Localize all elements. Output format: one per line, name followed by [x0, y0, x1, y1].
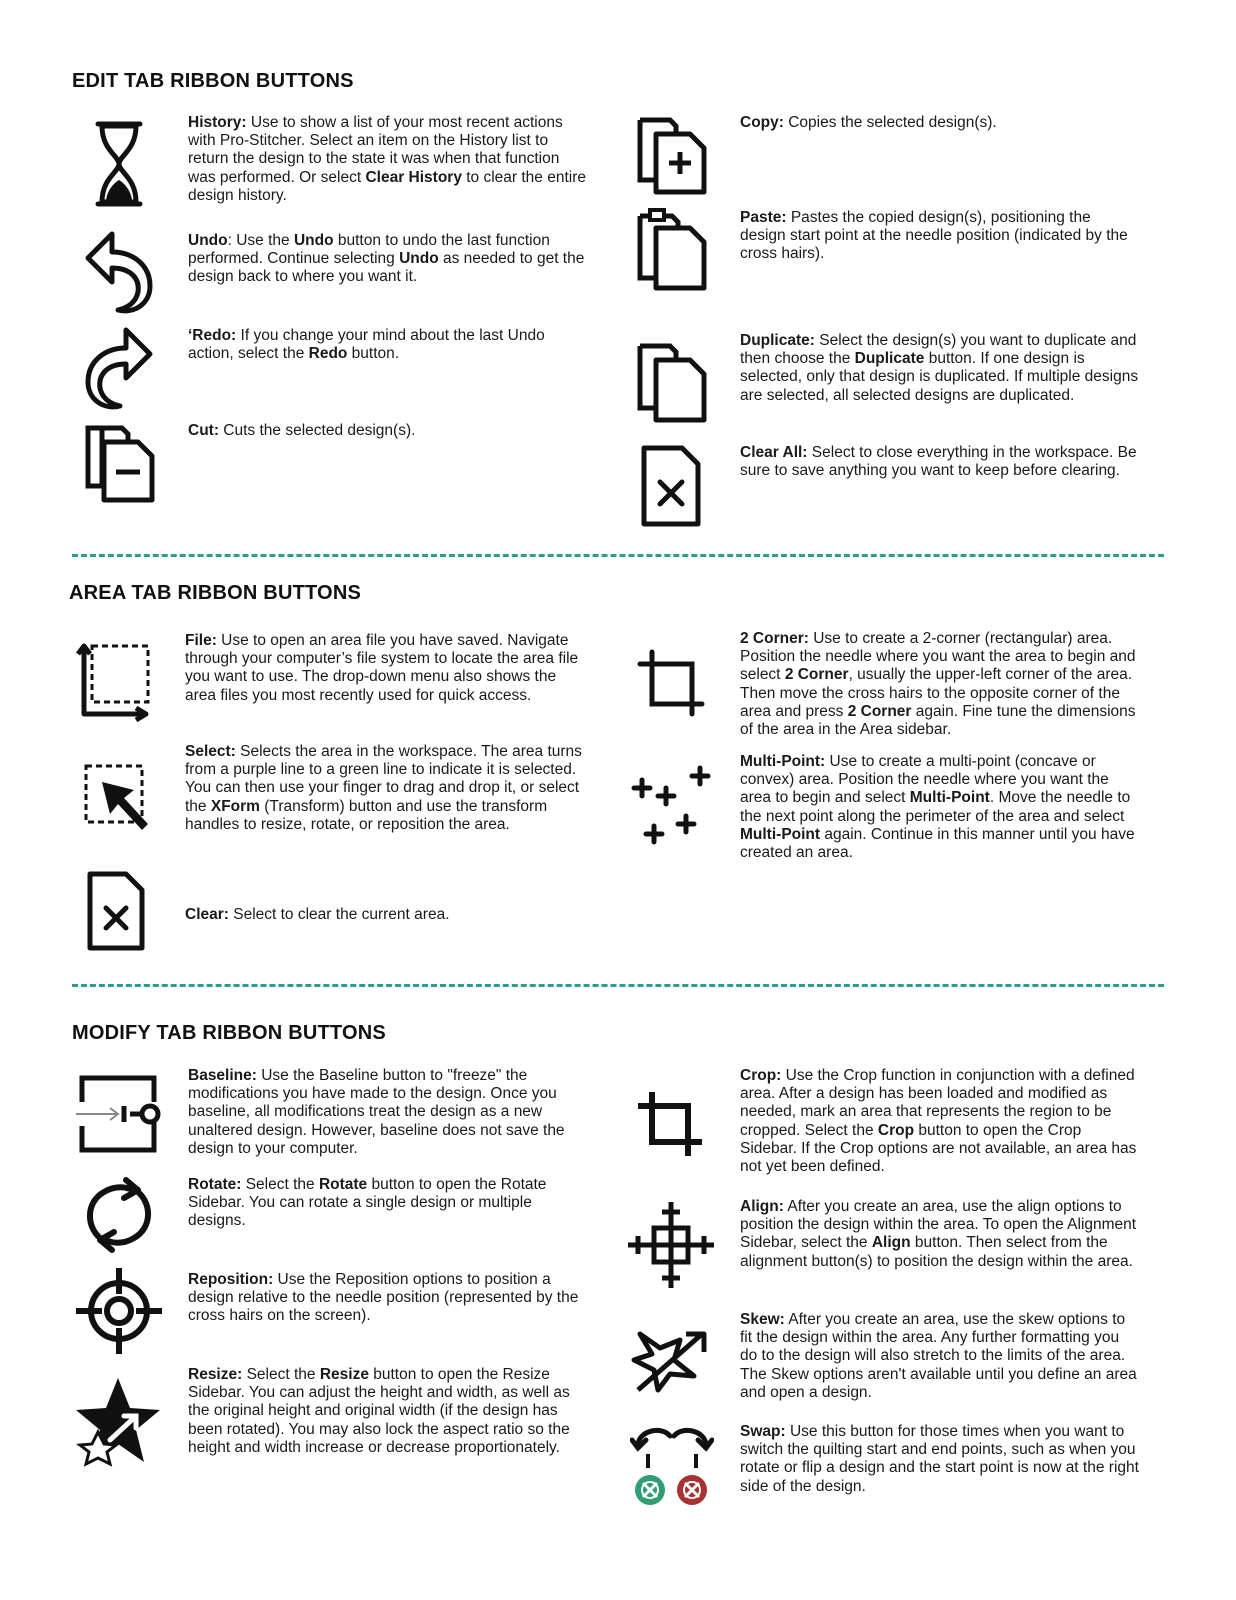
- edit-section-title: EDIT TAB RIBBON BUTTONS: [72, 70, 354, 92]
- rotate-description: Rotate: Select the Rotate button to open the Rotate Sidebar. You can rotate a single design or multiple designs.: [188, 1176, 547, 1230]
- clear-all-description: Clear All: Select to close everything in the workspace. Be sure to save anything you want to keep before clearing.: [740, 444, 1137, 480]
- duplicate-description: Duplicate: Select the design(s) you want to duplicate and then choose the Duplicate button. If one design is selected, only that design is duplicated. If multiple designs are selected, all selected designs are duplicated.: [740, 332, 1139, 404]
- area-select-icon: [80, 760, 156, 838]
- resize-star-icon: [72, 1374, 164, 1468]
- swap-description: Swap: Use this button for those times when you want to switch the quilting start and end points, such as when you rotate or flip a design and the start point is now at the right side of the design.: [740, 1423, 1139, 1495]
- duplicate-icon: [634, 340, 708, 424]
- redo-icon: [82, 324, 156, 414]
- two-corner-description: 2 Corner: Use to create a 2-corner (rectangular) area. Position the needle where you want the area to begin and select 2 Corner, usually the upper-left corner of the area. Then move the cross hairs to the opposite corner of the area and press 2 Corner again. Fine tune the dimensions of the area in the Area sidebar.: [740, 630, 1136, 739]
- clear-all-icon: [638, 444, 704, 528]
- align-icon: [626, 1200, 716, 1290]
- select-description: Select: Selects the area in the workspace. The area turns from a purple line to a green line to indicate it is selected. You can then use your finger to drag and drop it, or select the XForm (Transform) button and use the transform handles to resize, rotate, or reposition the area.: [185, 743, 582, 833]
- modify-section-title: MODIFY TAB RIBBON BUTTONS: [72, 1022, 386, 1044]
- baseline-icon: [74, 1072, 164, 1156]
- multi-point-description: Multi-Point: Use to create a multi-point (concave or convex) area. Position the needle where you want the area to begin and select Multi-Point. Move the needle to the next point along the perimeter of the area and select Multi-Point again. Continue in this manner until you have created an area.: [740, 753, 1135, 862]
- area-file-icon: [72, 640, 154, 722]
- paste-description: Paste: Pastes the copied design(s), positioning the design start point at the needle position (indicated by the cross hairs).: [740, 209, 1128, 263]
- cut-icon: [82, 424, 156, 504]
- multi-point-icon: [630, 762, 716, 846]
- undo-description: Undo: Use the Undo button to undo the last function performed. Continue selecting Undo as needed to get the design back to where you want it.: [188, 232, 585, 286]
- file-description: File: Use to open an area file you have saved. Navigate through your computer’s file system to locate the area file you want to use. The drop-down menu also shows the area files you most recently used for quick access.: [185, 632, 579, 704]
- section-divider: [72, 984, 1164, 987]
- align-description: Align: After you create an area, use the align options to position the design within the area. To open the Alignment Sidebar, select the Align button. Then select from the alignment button(s) to position the design within the area.: [740, 1198, 1137, 1270]
- skew-icon: [630, 1326, 712, 1396]
- redo-description: ‘Redo: If you change your mind about the last Undo action, select the Redo button.: [188, 327, 545, 363]
- two-corner-icon: [636, 648, 706, 718]
- copy-description: Copy: Copies the selected design(s).: [740, 114, 997, 131]
- history-description: History: Use to show a list of your most recent actions with Pro-Stitcher. Select an item on the History list to return the design to the state it was when that function was performed. Or select Clear History to clear the entire design history.: [188, 114, 587, 204]
- hourglass-icon: [92, 120, 146, 208]
- clear-description: Clear: Select to clear the current area.: [185, 906, 450, 923]
- area-section-title: AREA TAB RIBBON BUTTONS: [69, 582, 362, 604]
- section-divider: [72, 554, 1164, 557]
- rotate-icon: [82, 1176, 156, 1254]
- undo-icon: [82, 228, 156, 318]
- paste-icon: [634, 206, 708, 292]
- copy-icon: [634, 114, 708, 196]
- reposition-description: Reposition: Use the Reposition options to position a design relative to the needle position (represented by the cross hairs on the screen).: [188, 1271, 579, 1325]
- baseline-description: Baseline: Use the Baseline button to "freeze" the modifications you have made to the design. Once you baseline, all modifications treat the design as a new unaltered design. However, baseline does not save the design to your computer.: [188, 1067, 565, 1157]
- resize-description: Resize: Select the Resize button to open the Resize Sidebar. You can adjust the height and width, as well as the original height and original width (if the design has been rotated). You may also lock the aspect ratio so the height and width increase or decrease proportionately.: [188, 1366, 570, 1456]
- cut-description: Cut: Cuts the selected design(s).: [188, 422, 416, 439]
- clear-area-icon: [84, 870, 148, 952]
- swap-icon: [630, 1424, 714, 1510]
- crop-icon: [634, 1088, 706, 1160]
- crosshair-icon: [74, 1266, 164, 1356]
- crop-description: Crop: Use the Crop function in conjunction with a defined area. After a design has been loaded and modified as needed, mark an area that represents the region to be cropped. Select the Crop button to open the Crop Sidebar. If the Crop options are not available, an area has not yet been defined.: [740, 1067, 1137, 1176]
- skew-description: Skew: After you create an area, use the skew options to fit the design within the area. Any further formatting you do to the design will also stretch to the limits of the area. The Skew options aren't available until you define an area and open a design.: [740, 1311, 1137, 1401]
